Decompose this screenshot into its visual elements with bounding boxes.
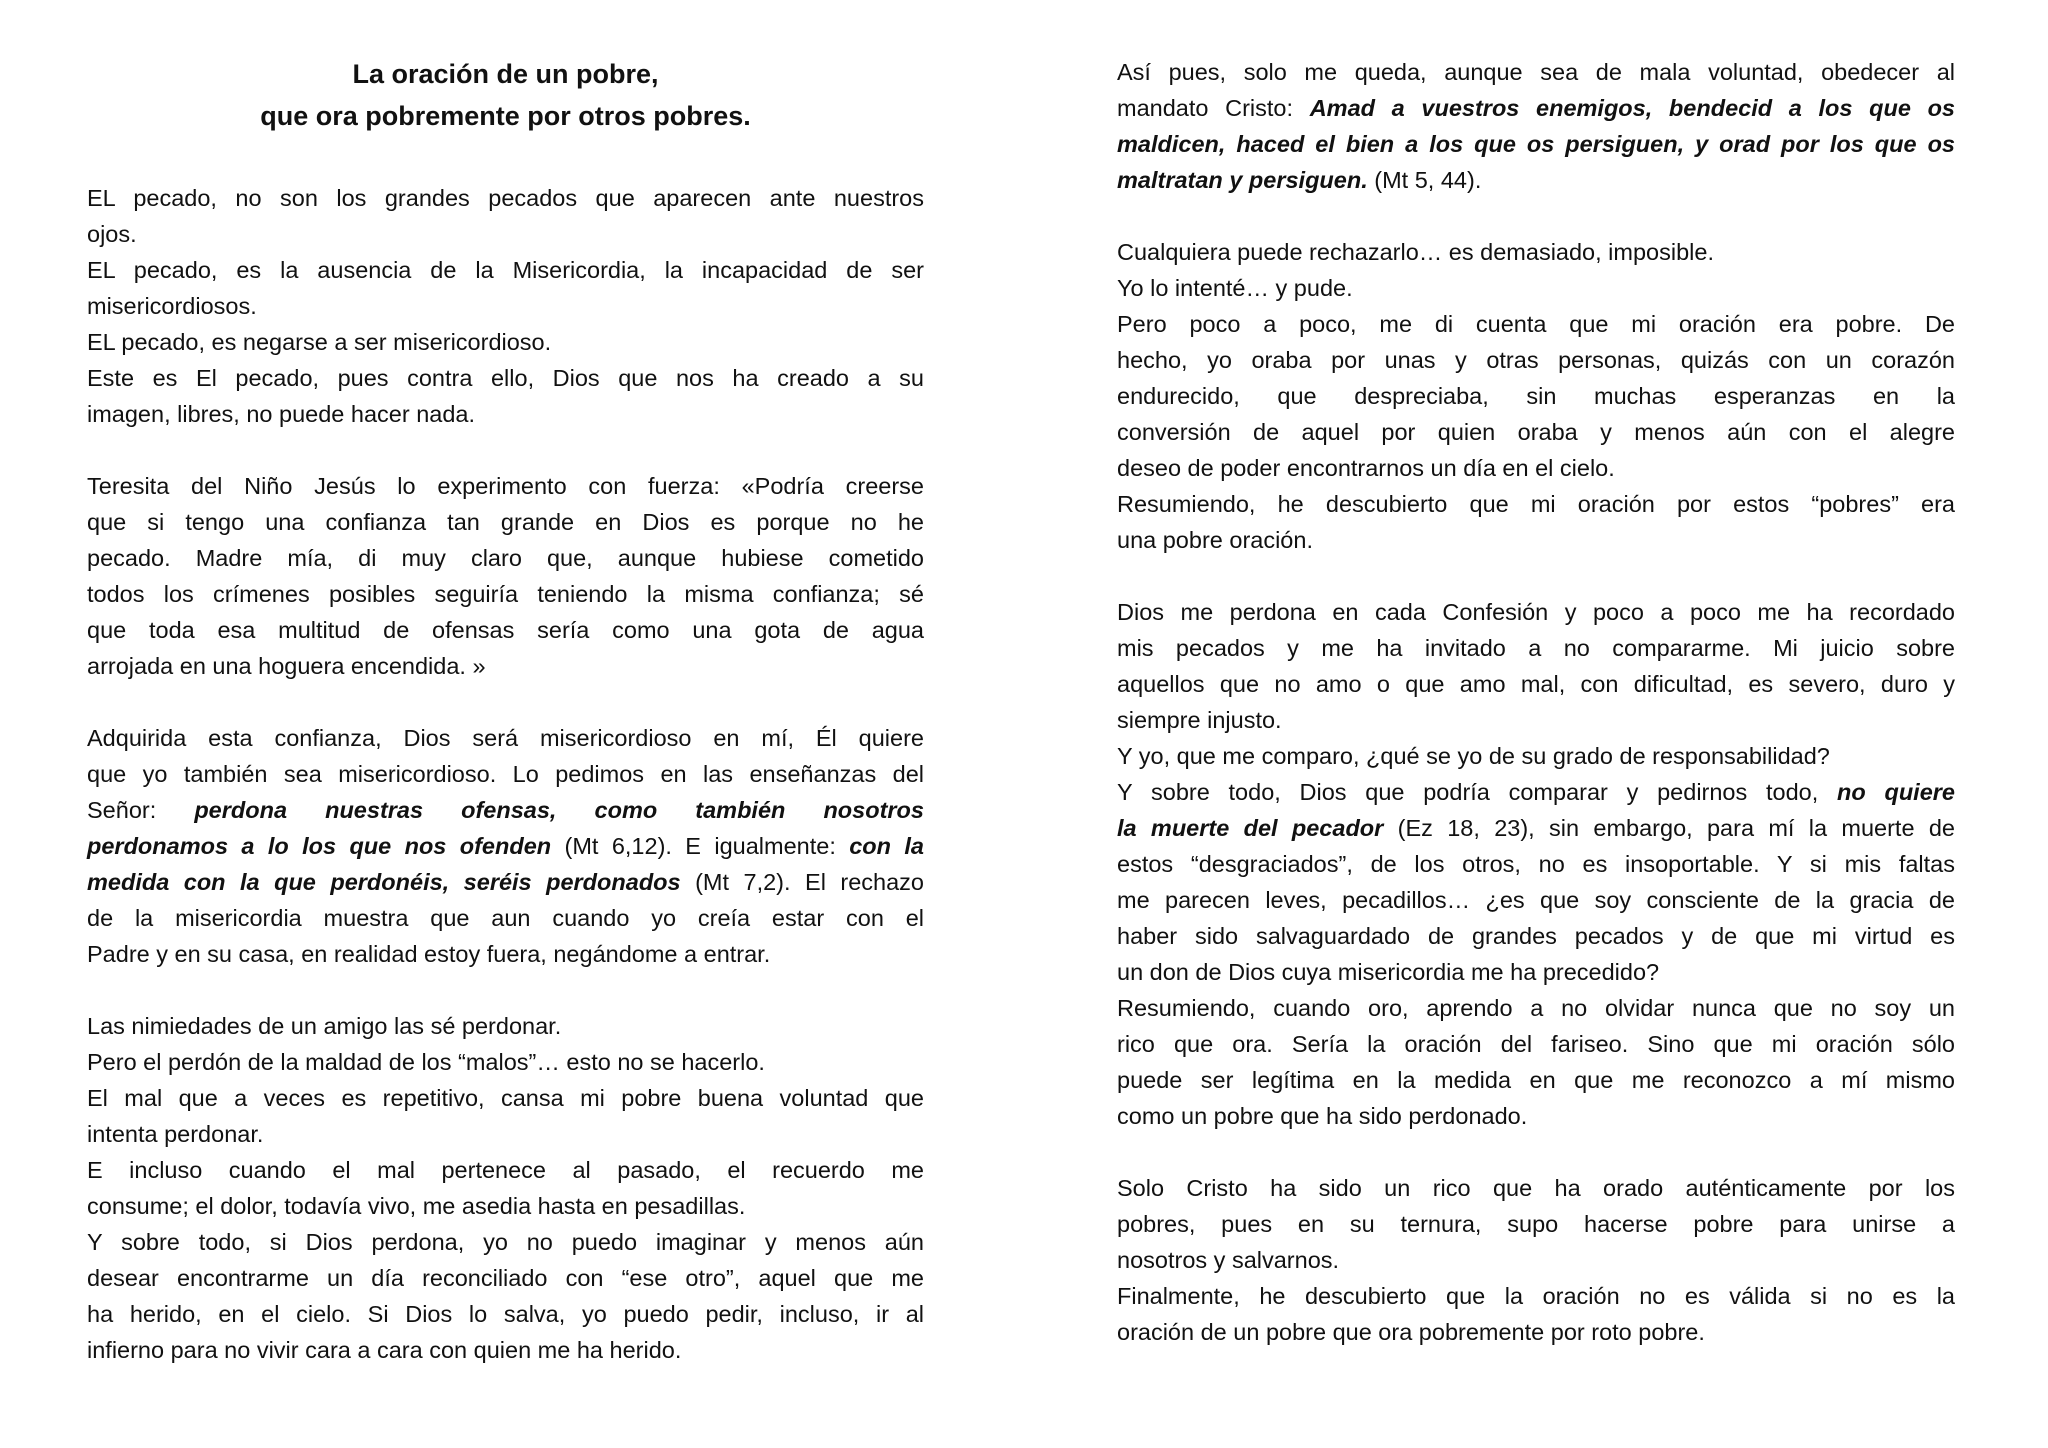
text-span: Padre y en su casa, en realidad estoy fuera, negándome a entrar. [87,941,771,967]
text-line [1117,234,1955,270]
text-line [87,756,924,792]
title-line-2: que ora pobremente por otros pobres. [260,101,751,131]
text-line [1117,810,1955,846]
text-line [1117,954,1955,990]
text-span: Pero el perdón de la maldad de los “malos”… esto no se hacerlo. [87,1049,765,1075]
text-span: Cualquiera puede rechazarlo… es demasiado, imposible. [1117,239,1714,265]
text-line [87,252,924,288]
text-span: deseo de poder encontrarnos un día en el cielo. [1117,455,1615,481]
text-span: consume; el dolor, todavía vivo, me asedia hasta en pesadillas. [87,1193,746,1219]
text-span: ojos. [87,221,137,247]
text-line [1117,414,1955,450]
text-span: Resumiendo, cuando oro, aprendo a no olvidar nunca que no soy un [1117,995,1955,1021]
text-span: EL pecado, es la ausencia de la Misericordia, la incapacidad de ser [87,257,924,283]
text-line [87,864,924,900]
text-span: como un pobre que ha sido perdonado. [1117,1103,1528,1129]
text-span: Y sobre todo, si Dios perdona, yo no puedo imaginar y menos aún [87,1229,924,1255]
text-span: EL pecado, es negarse a ser misericordioso. [87,329,552,355]
text-span: mis pecados y me ha invitado a no compararme. Mi juicio sobre [1117,635,1955,661]
text-line [87,288,924,324]
text-span: Adquirida esta confianza, Dios será misericordioso en mí, Él quiere [87,725,924,751]
text-span: (Mt 7,2). El rechazo [680,869,924,895]
text-line [1117,126,1955,162]
text-span: (Ez 18, 23), sin embargo, para mí la muerte de [1383,815,1955,841]
text-line [87,1260,924,1296]
text-span: (Mt 5, 44). [1367,167,1482,193]
text-span: Resumiendo, he descubierto que mi oración por estos “pobres” era [1117,491,1955,517]
text-span: conversión de aquel por quien oraba y menos aún con el alegre [1117,419,1955,445]
text-span: estos “desgraciados”, de los otros, no es insoportable. Y si mis faltas [1117,851,1955,877]
text-span: Y sobre todo, Dios que podría comparar y pedirnos todo, [1117,779,1838,805]
text-span: de la misericordia muestra que aun cuando yo creía estar con el [87,905,924,931]
text-line [1117,666,1955,702]
text-line [87,1044,924,1080]
text-span: Teresita del Niño Jesús lo experimento con fuerza: «Podría creerse [87,473,924,499]
text-line [87,396,924,432]
text-line [1117,702,1955,738]
text-line [1117,1062,1955,1098]
bold-italic-quote: con la [849,833,924,859]
text-span: pobres, pues en su ternura, supo hacerse pobre para unirse a [1117,1211,1955,1237]
text-span: infierno para no vivir cara a cara con quien me ha herido. [87,1337,682,1363]
text-line [87,1152,924,1188]
text-span: aquellos que no amo o que amo mal, con dificultad, es severo, duro y [1117,671,1955,697]
text-line [1117,378,1955,414]
text-line [87,576,924,612]
text-span: una pobre oración. [1117,527,1313,553]
text-line [1117,1170,1955,1206]
text-line [1117,630,1955,666]
text-line [1117,1278,1955,1314]
text-span: Yo lo intenté… y pude. [1117,275,1353,301]
text-span: un don de Dios cuya misericordia me ha precedido? [1117,959,1660,985]
text-line [1117,1026,1955,1062]
text-line [87,1008,924,1044]
text-line [87,360,924,396]
text-line [1117,270,1955,306]
text-line [1117,846,1955,882]
text-line [1117,918,1955,954]
text-span: que si tengo una confianza tan grande en Dios es porque no he [87,509,924,535]
bold-italic-quote: no quiere [1837,779,1955,805]
text-span: mandato Cristo: [1117,95,1310,121]
text-span: me parecen leves, pecadillos… ¿es que soy consciente de la gracia de [1117,887,1955,913]
text-line [87,180,924,216]
text-line [1117,774,1955,810]
text-span: desear encontrarme un día reconciliado con “ese otro”, aquel que me [87,1265,924,1291]
text-line [87,468,924,504]
text-span: Solo Cristo ha sido un rico que ha orado auténticamente por los [1117,1175,1955,1201]
text-span: El mal que a veces es repetitivo, cansa mi pobre buena voluntad que [87,1085,924,1111]
text-span: todos los crímenes posibles seguiría teniendo la misma confianza; sé [87,581,924,607]
text-line [1117,54,1955,90]
text-span: haber sido salvaguardado de grandes pecados y de que mi virtud es [1117,923,1955,949]
text-line [1117,882,1955,918]
bold-italic-quote: perdona nuestras ofensas, como también nosotros [194,797,924,823]
text-span: ha herido, en el cielo. Si Dios lo salva, yo puedo pedir, incluso, ir al [87,1301,924,1327]
text-span: que toda esa multitud de ofensas sería como una gota de agua [87,617,924,643]
bold-italic-quote: maltratan y persiguen. [1117,167,1368,193]
text-line [1117,486,1955,522]
text-line [1117,1242,1955,1278]
text-span: puede ser legítima en la medida en que me reconozco a mí mismo [1117,1067,1955,1093]
text-line [1117,306,1955,342]
text-span: Pero poco a poco, me di cuenta que mi oración era pobre. De [1117,311,1955,337]
text-line [1117,1098,1955,1134]
bold-italic-quote: la muerte del pecador [1117,815,1384,841]
text-line [87,828,924,864]
title-line-1: La oración de un pobre, [352,59,659,89]
text-span: (Mt 6,12). E igualmente: [551,833,850,859]
text-span: rico que ora. Sería la oración del fariseo. Sino que mi oración sólo [1117,1031,1955,1057]
text-line [1117,1206,1955,1242]
text-line [87,792,924,828]
text-span: Así pues, solo me queda, aunque sea de mala voluntad, obedecer al [1117,59,1955,85]
text-line [1117,162,1955,198]
text-span: hecho, yo oraba por unas y otras personas, quizás con un corazón [1117,347,1955,373]
text-line [87,900,924,936]
text-line [87,936,924,972]
text-span: EL pecado, no son los grandes pecados que aparecen ante nuestros [87,185,924,211]
text-line [87,216,924,252]
text-span: imagen, libres, no puede hacer nada. [87,401,476,427]
bold-italic-quote: medida con la que perdonéis, seréis perdonados [87,869,681,895]
text-span: Dios me perdona en cada Confesión y poco a poco me ha recordado [1117,599,1955,625]
text-line [1117,738,1955,774]
text-span: endurecido, que despreciaba, sin muchas esperanzas en la [1117,383,1955,409]
bold-italic-quote: Amad a vuestros enemigos, bendecid a los que os [1309,95,1956,121]
text-span: siempre injusto. [1117,707,1282,733]
text-line [1117,594,1955,630]
text-span: E incluso cuando el mal pertenece al pasado, el recuerdo me [87,1157,924,1183]
text-line [87,540,924,576]
text-span: que yo también sea misericordioso. Lo pedimos en las enseñanzas del [87,761,924,787]
text-line [1117,90,1955,126]
text-line [87,648,924,684]
text-line [87,1116,924,1152]
text-span: intenta perdonar. [87,1121,264,1147]
text-line [87,1080,924,1116]
text-span: Este es El pecado, pues contra ello, Dios que nos ha creado a su [87,365,924,391]
text-line [87,1188,924,1224]
text-line [1117,450,1955,486]
text-line [87,324,924,360]
text-line [1117,1314,1955,1350]
text-span: Y yo, que me comparo, ¿qué se yo de su grado de responsabilidad? [1117,743,1830,769]
text-span: Finalmente, he descubierto que la oración no es válida si no es la [1117,1283,1955,1309]
text-line [87,1224,924,1260]
text-line [87,1332,924,1368]
text-line [87,1296,924,1332]
text-span: oración de un pobre que ora pobremente por roto pobre. [1117,1319,1705,1345]
text-line [1117,522,1955,558]
text-span: Señor: [87,797,195,823]
bold-italic-quote: perdonamos a lo los que nos ofenden [87,833,552,859]
bold-italic-quote: maldicen, haced el bien a los que os persiguen, y orad por los que os [1117,131,1955,157]
text-line [87,612,924,648]
text-span: Las nimiedades de un amigo las sé perdonar. [87,1013,562,1039]
text-span: nosotros y salvarnos. [1117,1247,1340,1273]
text-span: misericordiosos. [87,293,257,319]
text-line [87,504,924,540]
text-line [1117,342,1955,378]
text-line [87,720,924,756]
document-title [87,53,924,137]
text-span: arrojada en una hoguera encendida. » [87,653,486,679]
text-span: pecado. Madre mía, di muy claro que, aunque hubiese cometido [87,545,924,571]
text-line [1117,990,1955,1026]
